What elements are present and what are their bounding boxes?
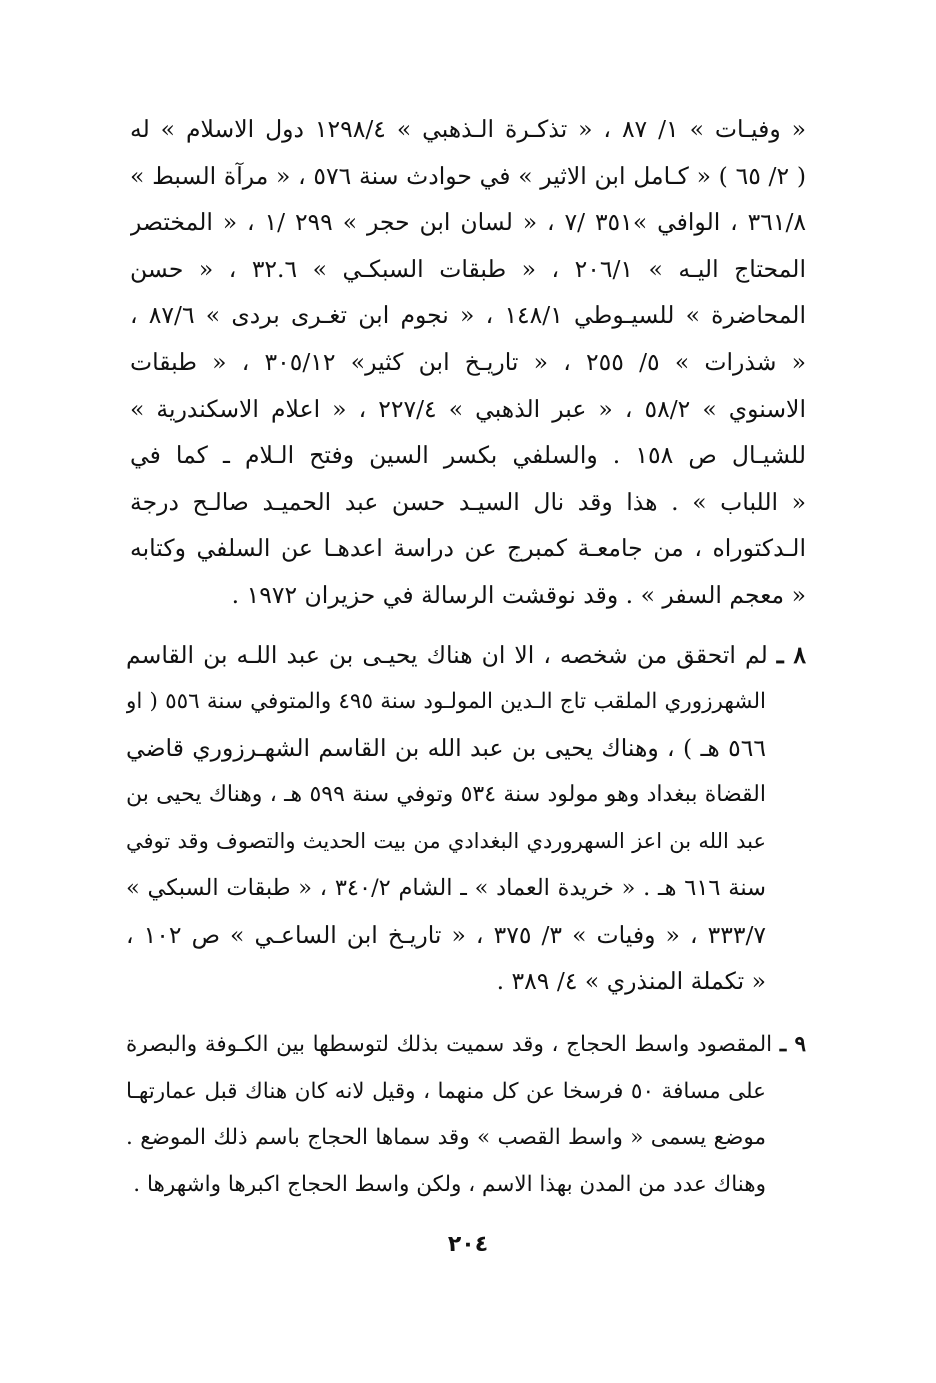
footnote-number: ٩ ـ <box>779 1032 806 1057</box>
text-line: الاسنوي » ٥٨/٢ ، « عبر الذهبي » ٢٢٧/٤ ، « اعلام الاسكندرية » <box>130 394 806 423</box>
text-line: المحاضرة » للسيـوطي ١٤٨/١ ، « نجوم ابن تغـرى بردى » ٨٧/٦ ، <box>130 301 806 330</box>
text-line: « معجم السفر » . وقد نوقشت الرسالة في حزيران ١٩٧٢ . <box>231 580 806 609</box>
text-line: على مسافة ٥٠ فرسخا عن كل منهما ، وقيل لانه كان هناك قبل عمارتهـا <box>126 1078 766 1104</box>
continued-footnote <box>130 106 806 619</box>
text-line: ٣٦١/٨ ، الوافي »٣٥١ /٧ ، « لسان ابن حجر » ٢٩٩ /١ ، « المختصر <box>130 208 806 237</box>
text-line: « وفيـات » ١/ ٨٧ ، « تذكـرة الـذهبي » ١٢٩٨/٤ دول الاسلام » له <box>130 115 806 143</box>
footnote-lead-line <box>126 632 806 679</box>
text-line: المقصود واسط الحجاج ، وقد سميت بذلك لتوسطها بين الكـوفة والبصرة <box>126 1032 773 1057</box>
text-line: القضاة ببغداد وهو مولود سنة ٥٣٤ وتوفي سنة ٥٩٩ هـ ، وهناك يحيى بن <box>126 781 767 807</box>
text-line: لم اتحقق من شخصه ، الا ان هناك يحيـى بن عبد اللـه بن القاسم <box>126 641 768 669</box>
text-line: للشيـال ص ١٥٨ . والسلفي بكسر السين وفتح الـلام ـ كما في <box>130 441 806 470</box>
text-line: وهناك عدد من المدن بهذا الاسم ، ولكن واسط الحجاج اكبرها واشهرها . <box>133 1171 766 1197</box>
text-line: الشهرزوري الملقب تاج الـدين المولـود سنة ٤٩٥ والمتوفي سنة ٥٥٦ ( او <box>126 688 766 714</box>
text-line: « اللباب » . هذا وقد نال السيـد حسن عبد الحميـد صالـح درجة <box>130 487 806 516</box>
text-line: ٥٦٦ هـ ) ، وهناك يحيى بن عبد الله بن القاسم الشهـرزوري قاضي <box>126 734 766 763</box>
footnote-9 <box>126 1022 806 1208</box>
text-line: ٣٣٣/٧ ، « وفيات » ٣/ ٣٧٥ ، « تاريـخ ابن الساعـي » ص ١٠٢ ، <box>126 920 766 949</box>
footnote-number: ٨ ـ <box>776 641 806 669</box>
text-line: الـدكتوراه ، من جامعـة كمبرج عن دراسة اعدهـا عن السلفي وكتابه <box>130 534 806 563</box>
text-line: سنة ٦١٦ هـ . « خريدة العماد » ـ الشام ٣٤٠/٢ ، « طبقات السبكي » <box>126 874 766 901</box>
page-number: ٢٠٤ <box>447 1232 489 1257</box>
footnote-lead-line <box>126 1022 806 1069</box>
text-line: المحتاج اليـه » ٢٠٦/١ ، « طبقات السبكـي » ٣٢.٦ ، « حسن <box>130 254 806 283</box>
text-line: عبد الله بن اعز السهروردي البغدادي من بيت الحديث والتصوف وقد توفي <box>126 829 766 854</box>
text-line: موضع يسمى « واسط القصب » وقد سماها الحجاج باسم ذلك الموضع . <box>126 1125 766 1151</box>
text-line: « شذرات » ٥/ ٢٥٥ ، « تاريـخ ابن كثير» ٣٠٥/١٢ ، « طبقات <box>130 347 806 376</box>
text-line: « تكملة المنذري » ٤/ ٣٨٩ . <box>496 967 766 996</box>
text-line: ( ٢/ ٦٥ ) « كـامل ابن الاثير » في حوادث سنة ٥٧٦ ، « مرآة السبط » <box>130 161 806 190</box>
footnote-8 <box>126 632 806 1005</box>
